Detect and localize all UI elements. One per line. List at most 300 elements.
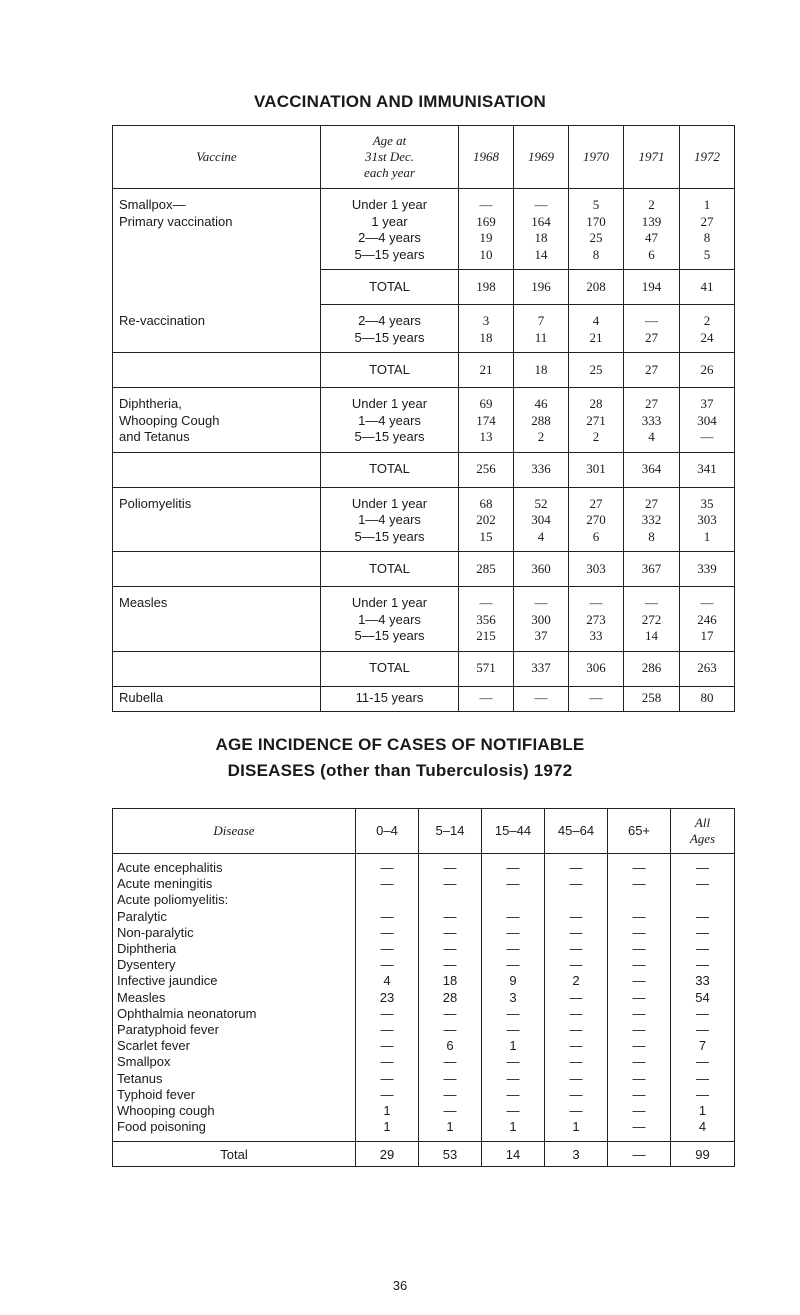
value-cell: 164	[531, 213, 551, 229]
value-cell: 246	[697, 611, 717, 627]
empty-cell	[113, 270, 321, 305]
age-label: 1—4 years	[358, 412, 421, 428]
value-cell: —	[443, 908, 457, 924]
value-cell: —	[632, 1103, 646, 1119]
disease-name: Dysentery	[117, 957, 176, 973]
vaccine-group-row	[113, 388, 735, 453]
total-cell: 256	[459, 452, 514, 487]
header-year: 1970	[569, 126, 624, 189]
disease-col	[419, 854, 482, 1142]
value-cell: —	[506, 1005, 520, 1021]
total-cell: 25	[569, 353, 624, 388]
value-cell: —	[506, 908, 520, 924]
header-age-band: 45–64	[545, 809, 608, 854]
value-cell: —	[569, 908, 583, 924]
total-label: TOTAL	[321, 270, 459, 305]
vaccine-name-line: Smallpox—	[119, 197, 186, 212]
year-values	[459, 487, 514, 552]
value-cell: —	[589, 595, 603, 610]
total-label: TOTAL	[321, 552, 459, 587]
year-values	[680, 305, 735, 353]
value-cell: 1	[572, 1119, 580, 1135]
disease-name: Acute encephalitis	[117, 860, 223, 875]
value-cell: —	[632, 1022, 646, 1038]
page-number: 36	[392, 1278, 408, 1293]
value-cell: 1	[509, 1038, 517, 1054]
header-age: Age at 31st Dec. each year	[321, 126, 459, 189]
age-label: 5—15 years	[354, 628, 425, 643]
disease-name: Acute meningitis	[117, 876, 213, 892]
value-cell: 21	[589, 329, 603, 345]
value-cell: 8	[648, 528, 655, 544]
total-cell: 208	[569, 270, 624, 305]
value-cell: —	[380, 941, 394, 957]
value-cell: 3	[482, 313, 490, 328]
value-cell: —	[380, 1070, 394, 1086]
value-cell: 28	[589, 396, 603, 411]
year-values	[624, 189, 680, 270]
header-age-band: 0–4	[356, 809, 419, 854]
disease-name: Paralytic	[117, 908, 167, 924]
year-values	[514, 189, 569, 270]
age-label: Under 1 year	[351, 495, 428, 511]
value-cell: 8	[703, 230, 711, 245]
header-year: 1972	[680, 126, 735, 189]
vaccine-name	[113, 487, 321, 552]
value-cell: 6	[446, 1038, 454, 1054]
total-cell: 26	[680, 353, 735, 388]
value-cell: —	[380, 908, 394, 924]
year-values	[459, 305, 514, 353]
value-cell: —	[696, 1022, 709, 1038]
value-cell	[356, 892, 418, 908]
value-cell: 258	[624, 686, 680, 711]
value-cell: —	[514, 686, 569, 711]
value-cell: —	[696, 1005, 709, 1021]
value-cell: —	[569, 1070, 583, 1086]
value-cell: —	[632, 924, 646, 940]
age-label: 1 year	[371, 213, 408, 229]
total-cell: 99	[671, 1142, 735, 1167]
value-cell: 300	[531, 611, 551, 627]
header-disease: Disease	[113, 809, 356, 854]
year-values	[514, 587, 569, 652]
disease-name: Scarlet fever	[117, 1038, 190, 1054]
value-cell: —	[443, 1022, 457, 1038]
value-cell: —	[380, 1038, 394, 1054]
age-label: 5—15 years	[354, 528, 425, 544]
age-label: 1—4 years	[358, 512, 421, 527]
total-cell: 367	[624, 552, 680, 587]
value-cell: —	[632, 1119, 646, 1135]
header-vaccine: Vaccine	[113, 126, 321, 189]
total-cell: 198	[459, 270, 514, 305]
value-cell	[419, 892, 481, 908]
age-label: 2—4 years	[358, 313, 421, 328]
value-cell: —	[443, 860, 457, 875]
disease-col	[608, 854, 671, 1142]
value-cell: 4	[648, 429, 655, 444]
value-cell: 4	[592, 313, 600, 328]
total-cell: 306	[569, 651, 624, 686]
total-cell: 29	[356, 1142, 419, 1167]
value-cell: —	[569, 957, 583, 973]
year-values	[624, 305, 680, 353]
value-cell: —	[443, 1005, 457, 1021]
value-cell: 11	[534, 329, 548, 345]
value-cell: 6	[648, 246, 655, 262]
age-group	[321, 587, 459, 652]
value-cell: 139	[641, 213, 662, 229]
vaccine-name-line: Primary vaccination	[119, 213, 233, 229]
value-cell: 27	[645, 329, 658, 345]
year-values	[569, 587, 624, 652]
value-cell: 52	[534, 495, 548, 511]
value-cell: 33	[589, 628, 603, 643]
value-cell: —	[632, 957, 646, 973]
value-cell: 47	[645, 230, 658, 245]
total-cell: 18	[514, 353, 569, 388]
title-line: DISEASES (other than Tuberculosis) 1972	[227, 761, 573, 780]
value-cell: 6	[592, 528, 600, 544]
value-cell: 333	[641, 412, 662, 428]
value-cell: 170	[586, 213, 606, 229]
total-cell: 336	[514, 452, 569, 487]
value-cell: 9	[509, 973, 517, 989]
value-cell: —	[506, 924, 520, 940]
vaccine-group-row	[113, 487, 735, 552]
disease-col	[545, 854, 608, 1142]
value-cell: —	[696, 1070, 709, 1086]
header-year: 1969	[514, 126, 569, 189]
total-row	[113, 1142, 735, 1167]
value-cell: 272	[641, 611, 662, 627]
value-cell: 69	[479, 396, 493, 411]
value-cell: 46	[534, 396, 548, 411]
page-title-vaccination: VACCINATION AND IMMUNISATION	[253, 92, 547, 111]
value-cell: 270	[586, 512, 606, 527]
value-cell: 25	[589, 230, 603, 245]
value-cell: 28	[442, 989, 458, 1005]
value-cell: —	[696, 1086, 709, 1102]
value-cell: —	[569, 1038, 583, 1054]
total-cell: 571	[459, 651, 514, 686]
value-cell	[545, 892, 607, 908]
vaccine-name-line: Poliomyelitis	[119, 495, 192, 511]
header-year: 1968	[459, 126, 514, 189]
value-cell: 288	[531, 412, 551, 428]
value-cell: —	[443, 1070, 457, 1086]
value-cell: 273	[586, 611, 606, 627]
vaccine-name-line: Re-vaccination	[119, 312, 205, 328]
value-cell: —	[632, 876, 646, 892]
age-label: 5—15 years	[354, 329, 425, 345]
value-cell: 27	[645, 396, 658, 411]
value-cell: 54	[695, 989, 710, 1005]
year-values	[514, 487, 569, 552]
value-cell: —	[696, 1054, 709, 1070]
value-cell: —	[506, 876, 520, 892]
value-cell: 2	[648, 197, 655, 212]
value-cell: —	[380, 1022, 394, 1038]
value-cell: —	[645, 595, 658, 610]
year-values	[680, 487, 735, 552]
value-cell: —	[506, 957, 520, 973]
age-label: 2—4 years	[358, 230, 421, 245]
value-cell: 18	[479, 329, 493, 345]
value-cell: —	[696, 876, 709, 892]
year-values	[680, 388, 735, 453]
vaccine-name-line: Diphtheria,	[119, 396, 182, 411]
value-cell: 2	[537, 429, 545, 444]
disease-name: Typhoid fever	[117, 1086, 196, 1102]
value-cell: 8	[592, 246, 600, 262]
value-cell: —	[380, 957, 394, 973]
value-cell: 27	[589, 495, 603, 511]
value-cell	[671, 892, 734, 908]
value-cell: —	[632, 989, 646, 1005]
value-cell: 33	[695, 973, 710, 989]
value-cell	[608, 892, 670, 908]
total-cell: 53	[419, 1142, 482, 1167]
value-cell: —	[632, 941, 646, 957]
header-age-band: 15–44	[482, 809, 545, 854]
value-cell: 27	[645, 495, 658, 511]
value-cell: —	[569, 686, 624, 711]
value-cell: 80	[680, 686, 735, 711]
value-cell: 5	[703, 246, 711, 262]
value-cell: —	[479, 197, 493, 212]
value-cell: —	[443, 941, 457, 957]
total-cell: 337	[514, 651, 569, 686]
age-group	[321, 388, 459, 453]
total-cell: 341	[680, 452, 735, 487]
value-cell: 4	[698, 1119, 707, 1135]
value-cell: —	[696, 860, 709, 875]
notifiable-diseases-table	[112, 808, 735, 1167]
year-values	[624, 487, 680, 552]
age-label: Under 1 year	[351, 595, 428, 610]
value-cell: 1	[383, 1119, 391, 1135]
empty-cell	[113, 353, 321, 388]
total-cell: 14	[482, 1142, 545, 1167]
age-group	[321, 189, 459, 270]
vaccine-group-row	[113, 189, 735, 270]
year-values	[569, 189, 624, 270]
disease-name: Measles	[117, 989, 166, 1005]
value-cell: —	[506, 1054, 520, 1070]
vaccine-name-line: Measles	[119, 595, 168, 610]
total-cell: 360	[514, 552, 569, 587]
value-cell: —	[506, 860, 520, 875]
value-cell: 215	[476, 628, 496, 643]
age-label: 5—15 years	[354, 246, 425, 262]
disease-names	[113, 854, 356, 1142]
value-cell: 1	[446, 1119, 454, 1135]
value-cell: 174	[476, 412, 496, 428]
value-cell: —	[534, 197, 548, 212]
value-cell: —	[443, 957, 457, 973]
value-cell: 35	[700, 495, 714, 511]
value-cell: —	[632, 908, 646, 924]
value-cell: 14	[534, 246, 548, 262]
value-cell: —	[506, 1103, 520, 1119]
total-cell: 27	[624, 353, 680, 388]
value-cell: —	[632, 1086, 646, 1102]
value-cell: —	[506, 1086, 520, 1102]
value-cell: —	[700, 595, 714, 610]
value-cell: —	[443, 1103, 457, 1119]
value-cell: —	[632, 860, 646, 875]
value-cell: 5	[592, 197, 600, 212]
value-cell: —	[569, 1103, 583, 1119]
disease-name: Food poisoning	[117, 1119, 206, 1135]
total-cell: 301	[569, 452, 624, 487]
total-label: TOTAL	[321, 452, 459, 487]
value-cell: 37	[534, 628, 548, 643]
value-cell: —	[569, 1005, 583, 1021]
value-cell: —	[569, 1022, 583, 1038]
disease-col	[671, 854, 735, 1142]
age-group	[321, 487, 459, 552]
age-group	[321, 305, 459, 353]
total-cell: 3	[545, 1142, 608, 1167]
value-cell: 15	[479, 528, 493, 544]
disease-name: Tetanus	[117, 1070, 163, 1086]
value-cell: —	[459, 686, 514, 711]
value-cell: 10	[479, 246, 493, 262]
age-label: 5—15 years	[354, 429, 425, 444]
value-cell: —	[534, 595, 548, 610]
header-age-band: 65+	[608, 809, 671, 854]
total-cell: 303	[569, 552, 624, 587]
value-cell: 304	[531, 512, 551, 527]
total-row	[113, 452, 735, 487]
value-cell: —	[380, 1086, 394, 1102]
year-values	[624, 587, 680, 652]
value-cell: —	[380, 860, 394, 875]
disease-name: Smallpox	[117, 1054, 171, 1070]
value-cell: —	[569, 989, 583, 1005]
year-values	[624, 388, 680, 453]
total-label: TOTAL	[321, 651, 459, 686]
value-cell: —	[632, 1038, 646, 1054]
disease-name: Paratyphoid fever	[117, 1022, 219, 1038]
vaccine-name-line: and Tetanus	[119, 429, 190, 444]
total-row	[113, 353, 735, 388]
value-cell: —	[569, 924, 583, 940]
age-label: Under 1 year	[351, 396, 428, 411]
header-age-band: 5–14	[419, 809, 482, 854]
total-label: TOTAL	[321, 353, 459, 388]
value-cell: —	[506, 1022, 520, 1038]
value-cell: 202	[476, 512, 496, 527]
empty-cell	[113, 552, 321, 587]
total-cell: 286	[624, 651, 680, 686]
value-cell: —	[380, 924, 394, 940]
value-cell: 1	[703, 528, 711, 544]
vaccine-name	[113, 305, 321, 353]
value-cell: 303	[697, 512, 717, 527]
year-values	[569, 388, 624, 453]
value-cell: —	[569, 860, 583, 875]
total-cell: —	[608, 1142, 671, 1167]
year-values	[569, 305, 624, 353]
header-year: 1971	[624, 126, 680, 189]
value-cell: 13	[479, 429, 493, 444]
disease-name: Ophthalmia neonatorum	[117, 1005, 257, 1021]
year-values	[680, 189, 735, 270]
year-values	[459, 189, 514, 270]
value-cell: 7	[537, 313, 545, 328]
disease-col	[356, 854, 419, 1142]
value-cell: —	[479, 595, 493, 610]
value-cell: —	[443, 876, 457, 892]
value-cell: —	[380, 1054, 394, 1070]
total-cell: 21	[459, 353, 514, 388]
vaccine-name-line: Whooping Cough	[119, 412, 220, 428]
total-cell: 194	[624, 270, 680, 305]
value-cell: —	[696, 957, 709, 973]
value-cell: —	[443, 1086, 457, 1102]
value-cell: —	[632, 1054, 646, 1070]
vaccine-name: Rubella	[113, 686, 321, 711]
value-cell: 2	[592, 429, 600, 444]
value-cell: 169	[476, 213, 496, 229]
value-cell: 304	[697, 412, 717, 428]
age-label: 1—4 years	[358, 611, 421, 627]
value-cell: 2	[703, 313, 711, 328]
disease-name: Infective jaundice	[117, 973, 218, 989]
value-cell: —	[569, 876, 583, 892]
vaccination-table	[112, 125, 735, 712]
vaccine-name	[113, 189, 321, 270]
year-values	[514, 388, 569, 453]
value-cell: —	[569, 941, 583, 957]
value-cell: —	[645, 313, 658, 328]
value-cell: 4	[383, 973, 391, 989]
value-cell: 4	[537, 528, 545, 544]
rubella-row	[113, 686, 735, 711]
value-cell: 7	[698, 1038, 707, 1054]
value-cell: —	[700, 429, 714, 444]
value-cell: 27	[700, 213, 714, 229]
header-all-ages: All Ages	[671, 809, 735, 854]
disease-col	[482, 854, 545, 1142]
value-cell: 1	[383, 1103, 391, 1119]
value-cell: 271	[586, 412, 606, 428]
vaccine-name	[113, 388, 321, 453]
value-cell: —	[380, 876, 394, 892]
value-cell: —	[632, 1070, 646, 1086]
value-cell: 14	[645, 628, 658, 643]
value-cell: —	[443, 924, 457, 940]
value-cell: 23	[379, 989, 395, 1005]
age-label: 11-15 years	[321, 686, 459, 711]
year-values	[459, 587, 514, 652]
value-cell: 2	[572, 973, 580, 989]
value-cell: —	[569, 1086, 583, 1102]
title-line: AGE INCIDENCE OF CASES OF NOTIFIABLE	[215, 735, 585, 754]
value-cell: 24	[700, 329, 714, 345]
value-cell: 3	[509, 989, 517, 1005]
value-cell: —	[696, 908, 709, 924]
year-values	[459, 388, 514, 453]
value-cell: —	[443, 1054, 457, 1070]
value-cell: —	[380, 1005, 394, 1021]
value-cell: 19	[479, 230, 493, 245]
disease-name: Diphtheria	[117, 941, 177, 957]
